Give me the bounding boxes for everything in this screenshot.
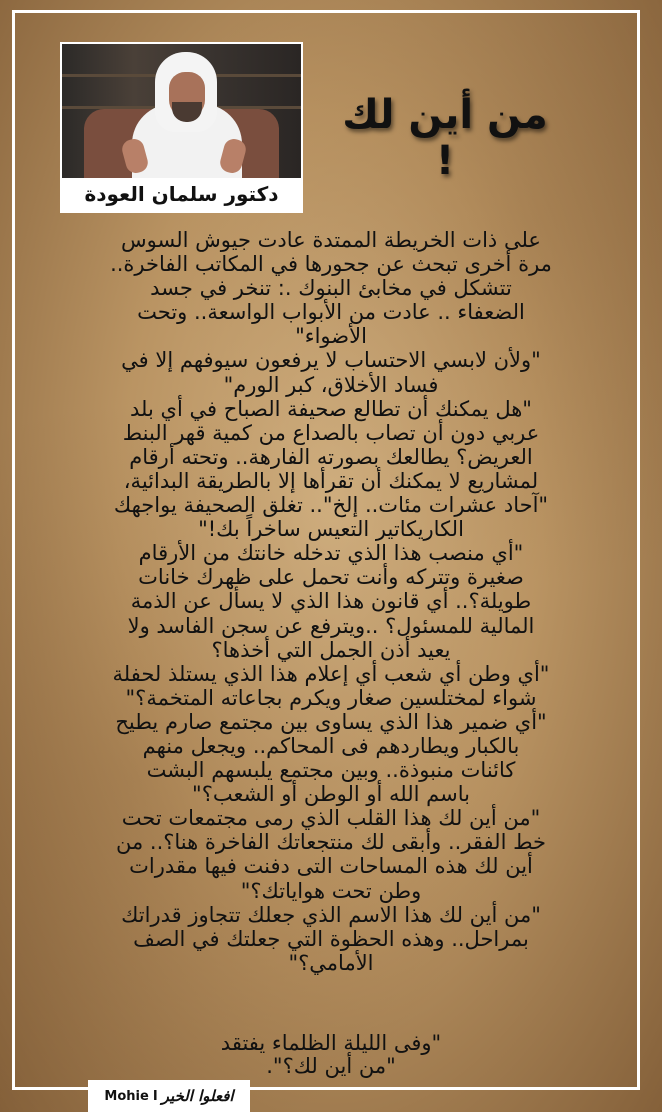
author-photo-card [60, 42, 303, 213]
body-line: وطن تحت هواياتك؟" [240, 878, 422, 903]
body-line: "من أين لك هذا القلب الذي رمى مجتمعات تحت [121, 806, 541, 831]
body-line: عربي دون أن تصاب بالصداع من كمية قهر البنط [122, 420, 540, 445]
photo-caption: دكتور سلمان العودة [84, 181, 279, 206]
body-line: "ولأن لابسي الاحتساب لا يرفعون سيوفهم إلا في [121, 348, 541, 373]
body-line: على ذات الخريطة الممتدة عادت جيوش السوس [121, 228, 541, 252]
body-line: كائنات منبوذة.. وبين مجتمع يلبسهم البشت [146, 758, 516, 783]
body-line: الأمامي؟" [288, 950, 374, 975]
body-line: أين لك هذه المساحات التى دفنت فيها مقدرات [129, 854, 533, 879]
body-line: "أي وطن أي شعب أي إعلام هذا الذي يستلذ لحفلة [112, 661, 550, 686]
body-line: مرة أخرى تبحث عن جحورها في المكاتب الفاخرة.. [110, 252, 552, 277]
body-line: العريض؟ يطالعك بصورته الفارهة.. وتحته أرقام [129, 444, 533, 469]
body-line: خط الفقر.. وأبقى لك منتجعاتك الفاخرة هنا؟.. من [115, 830, 547, 855]
body-line: "هل يمكنك أن تطالع صحيفة الصباح في أي بلد [130, 396, 532, 421]
page-title: من أين لك ! [342, 92, 548, 184]
badge-name: Mohie [104, 1088, 149, 1104]
body-line: "أي ضمير هذا الذي يساوى بين مجتمع صارم يطيح [115, 709, 547, 734]
badge-separator: I [152, 1088, 158, 1104]
body-line: باسم الله أو الوطن أو الشعب؟" [192, 782, 470, 807]
body-line: شواء لمختلسين صغار ويكرم بجاعاته المتخمة؟" [125, 685, 537, 710]
author-photo [62, 44, 301, 178]
closing-quote [40, 1032, 622, 1078]
article-body [40, 228, 622, 975]
closing-line: "من أين لك؟". [266, 1054, 396, 1078]
body-line: "من أين لك هذا الاسم الذي جعلك تتجاوز قدراتك [121, 902, 541, 927]
body-line: المالية للمسئول؟ ..ويترفع عن سجن الفاسد ولا [127, 613, 535, 638]
body-line: الضعفاء .. عادت من الأبواب الواسعة.. وتحت [137, 300, 525, 325]
closing-line: "وفى الليلة الظلماء يفتقد [220, 1031, 442, 1055]
body-line: صغيرة وتتركه وأنت تحمل على ظهرك خانات [138, 565, 524, 590]
body-line: "آحاد عشرات مئات.. إلخ".. تغلق الصحيفة يواجهك [113, 493, 549, 518]
signature-badge [88, 1080, 250, 1112]
body-line: بالكبار ويطاردهم فى المحاكم.. ويجعل منهم [142, 733, 520, 758]
body-line: لمشاريع لا يمكنك أن تقرأها إلا بالطريقة البدائية، [123, 468, 539, 493]
body-line: فساد الأخلاق، كبر الورم" [223, 372, 439, 397]
body-line: بمراحل.. وهذه الحظوة التي جعلتك في الصف [133, 926, 529, 951]
body-line: طويلة؟.. أي قانون هذا الذي لا يسأل عن الذمة [130, 589, 532, 614]
body-line: يعيد أذن الجمل التي أخذها؟ [211, 637, 451, 662]
body-line: الكاريكاتير التعيس ساخراً بك!" [198, 517, 464, 542]
body-line: "أي منصب هذا الذي تدخله خانتك من الأرقام [138, 541, 524, 566]
body-line: الأضواء" [295, 324, 367, 349]
body-line: تتشكل في مخابئ البنوك .: تنخر في جسد [150, 276, 512, 301]
badge-slogan: افعلوا الخير [161, 1087, 234, 1105]
